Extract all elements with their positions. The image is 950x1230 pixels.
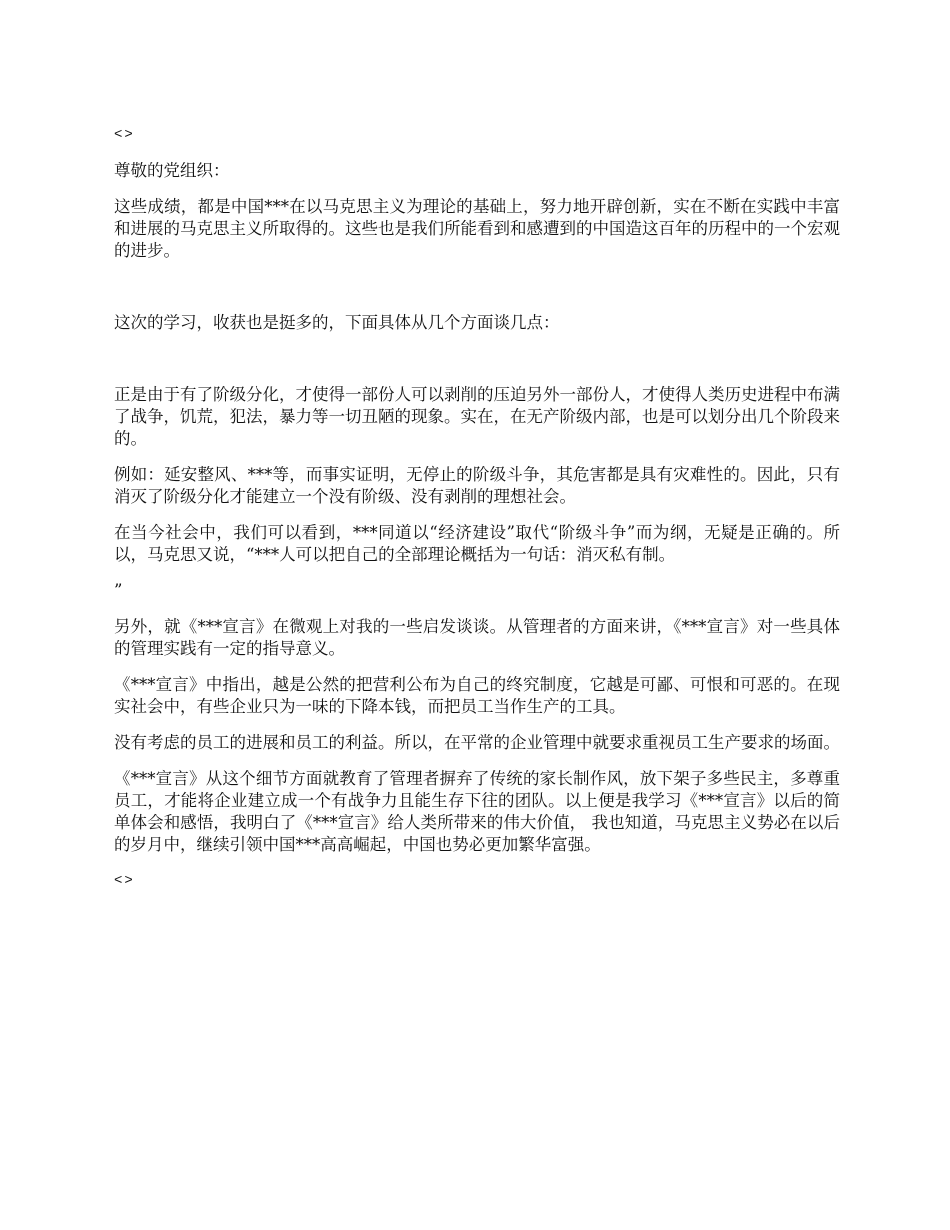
paragraph-4: 例如：延安整风、***等，而事实证明，无停止的阶级斗争，其危害都是具有灾难性的。因此，只有消灭了阶级分化才能建立一个没有阶级、没有剥削的理想社会。: [114, 465, 840, 506]
bottom-marker: <>: [114, 873, 135, 889]
paragraph-2: 这次的学习，收获也是挺多的，下面具体从几个方面谈几点：: [114, 313, 560, 332]
paragraph-3: 正是由于有了阶级分化，才使得一部份人可以剥削的压迫另外一部份人，才使得人类历史进程中布满了战争，饥荒，犯法，暴力等一切丑陋的现象。实在，在无产阶级内部，也是可以划分出几个阶段来的。: [114, 385, 840, 448]
top-marker: <>: [114, 127, 135, 143]
paragraph-6: 另外，就《***宣言》在微观上对我的一些启发谈谈。从管理者的方面来讲，《***宣言》对一些具体的管理实践有一定的指导意义。: [114, 617, 840, 658]
paragraph-1: 这些成绩，都是中国***在以马克思主义为理论的基础上，努力地开辟创新，实在不断在实践中丰富和进展的马克思主义所取得的。这些也是我们所能看到和感遭到的中国造这百年的历程中的一个宏观的进步。: [114, 197, 840, 260]
paragraph-9: 《***宣言》从这个细节方面就教育了管理者摒弃了传统的家长制作风，放下架子多些民主，多尊重员工，才能将企业建立成一个有战争力且能生存下往的团队。以上便是我学习《***宣言》以后的简单体会和感悟，我明白了《***宣言》给人类所带来的伟大价值， 我也知道，马克思主义势必在以后的岁月中，继续引领中国***高高崛起，中国也势必更加繁华富强。: [114, 769, 840, 854]
paragraph-5: 在当今社会中，我们可以看到，***同道以“经济建设”取代“阶级斗争”而为纲，无疑是正确的。所以，马克思又说，“***人可以把自己的全部理论概括为一句话：消灭私有制。: [114, 523, 840, 564]
closing-quote: ”: [114, 581, 123, 600]
paragraph-7: 《***宣言》中指出，越是公然的把营利公布为自己的终究制度，它越是可鄙、可恨和可恶的。在现实社会中，有些企业只为一味的下降本钱，而把员工当作生产的工具。: [114, 675, 840, 716]
paragraph-8: 没有考虑的员工的进展和员工的利益。所以，在平常的企业管理中就要求重视员工生产要求的场面。: [114, 733, 840, 752]
document-body: [114, 124, 840, 892]
salutation: 尊敬的党组织：: [114, 161, 230, 180]
